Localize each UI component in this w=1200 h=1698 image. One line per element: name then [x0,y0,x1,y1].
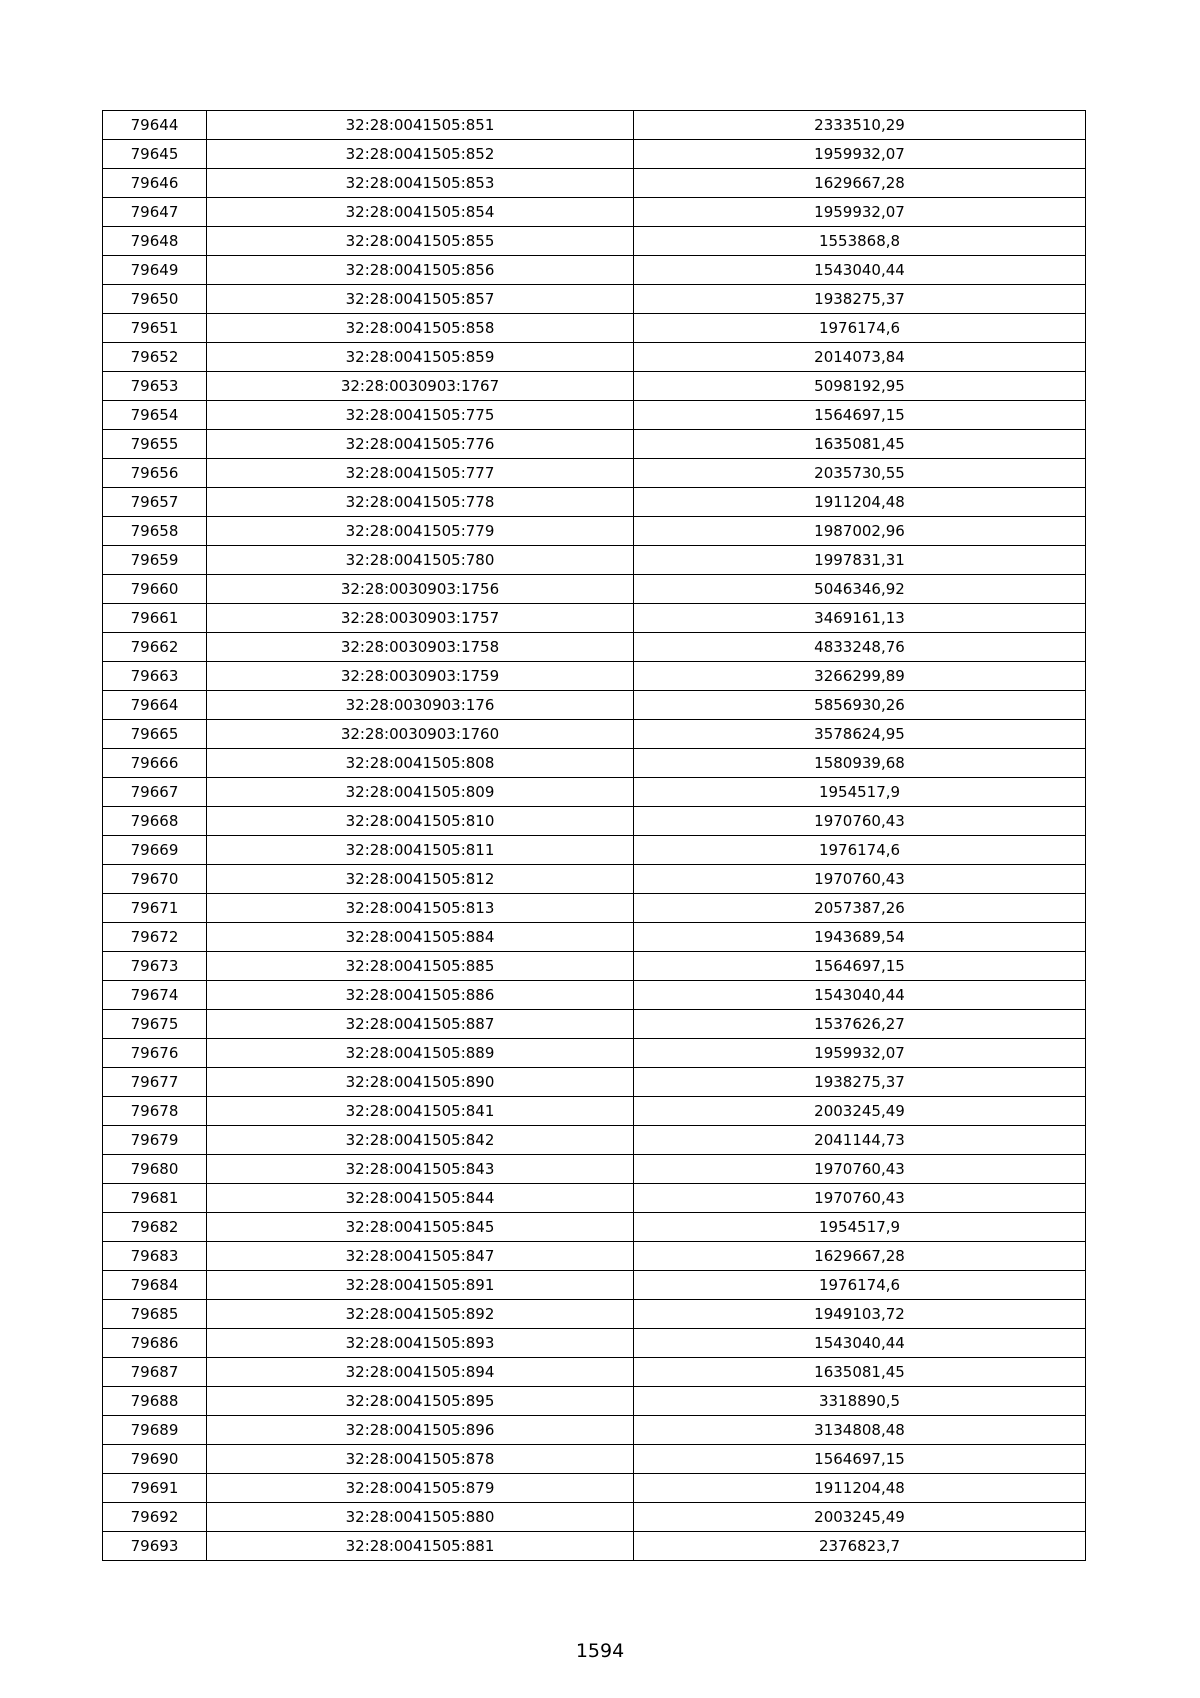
cadastral-number-cell: 32:28:0041505:779 [207,517,634,546]
value-cell: 1580939,68 [634,749,1086,778]
cadastral-number-cell: 32:28:0041505:857 [207,285,634,314]
value-cell: 1970760,43 [634,1155,1086,1184]
table-row [103,691,1086,720]
row-number-cell: 79662 [103,633,207,662]
value-cell: 1629667,28 [634,169,1086,198]
row-number-cell: 79680 [103,1155,207,1184]
row-number-cell: 79648 [103,227,207,256]
row-number-cell: 79645 [103,140,207,169]
cadastral-number-cell: 32:28:0041505:855 [207,227,634,256]
table-row [103,1503,1086,1532]
cadastral-number-cell: 32:28:0030903:1767 [207,372,634,401]
table-row [103,1184,1086,1213]
table-row [103,111,1086,140]
value-cell: 1959932,07 [634,140,1086,169]
cadastral-number-cell: 32:28:0041505:812 [207,865,634,894]
value-cell: 1911204,48 [634,488,1086,517]
row-number-cell: 79663 [103,662,207,691]
table-row [103,1474,1086,1503]
value-cell: 1543040,44 [634,981,1086,1010]
data-table [102,110,1086,1561]
cadastral-number-cell: 32:28:0041505:845 [207,1213,634,1242]
cadastral-number-cell: 32:28:0041505:890 [207,1068,634,1097]
table-row [103,546,1086,575]
cadastral-number-cell: 32:28:0041505:854 [207,198,634,227]
table-row [103,1010,1086,1039]
table-row [103,1039,1086,1068]
table-row [103,836,1086,865]
value-cell: 5098192,95 [634,372,1086,401]
cadastral-number-cell: 32:28:0041505:895 [207,1387,634,1416]
value-cell: 3134808,48 [634,1416,1086,1445]
cadastral-number-cell: 32:28:0041505:858 [207,314,634,343]
value-cell: 1997831,31 [634,546,1086,575]
cadastral-number-cell: 32:28:0041505:811 [207,836,634,865]
value-cell: 1987002,96 [634,517,1086,546]
row-number-cell: 79659 [103,546,207,575]
value-cell: 1970760,43 [634,1184,1086,1213]
value-cell: 1976174,6 [634,836,1086,865]
cadastral-number-cell: 32:28:0041505:809 [207,778,634,807]
row-number-cell: 79653 [103,372,207,401]
value-cell: 1938275,37 [634,285,1086,314]
row-number-cell: 79660 [103,575,207,604]
table-row [103,343,1086,372]
row-number-cell: 79649 [103,256,207,285]
cadastral-number-cell: 32:28:0030903:1757 [207,604,634,633]
row-number-cell: 79657 [103,488,207,517]
row-number-cell: 79689 [103,1416,207,1445]
row-number-cell: 79683 [103,1242,207,1271]
row-number-cell: 79665 [103,720,207,749]
value-cell: 1564697,15 [634,401,1086,430]
value-cell: 1976174,6 [634,1271,1086,1300]
row-number-cell: 79692 [103,1503,207,1532]
row-number-cell: 79688 [103,1387,207,1416]
row-number-cell: 79672 [103,923,207,952]
row-number-cell: 79644 [103,111,207,140]
table-row [103,633,1086,662]
value-cell: 3318890,5 [634,1387,1086,1416]
value-cell: 1629667,28 [634,1242,1086,1271]
table-row [103,459,1086,488]
table-row [103,981,1086,1010]
table-row [103,662,1086,691]
table-row [103,1126,1086,1155]
table-row [103,198,1086,227]
value-cell: 1954517,9 [634,778,1086,807]
table-row [103,1300,1086,1329]
value-cell: 2057387,26 [634,894,1086,923]
cadastral-number-cell: 32:28:0041505:859 [207,343,634,372]
table-row [103,1242,1086,1271]
cadastral-number-cell: 32:28:0041505:776 [207,430,634,459]
value-cell: 1635081,45 [634,1358,1086,1387]
row-number-cell: 79686 [103,1329,207,1358]
row-number-cell: 79656 [103,459,207,488]
table-row [103,1097,1086,1126]
row-number-cell: 79667 [103,778,207,807]
cadastral-number-cell: 32:28:0041505:894 [207,1358,634,1387]
table-body [103,111,1086,1561]
table-row [103,1416,1086,1445]
value-cell: 3469161,13 [634,604,1086,633]
table-row [103,285,1086,314]
value-cell: 1938275,37 [634,1068,1086,1097]
value-cell: 1970760,43 [634,807,1086,836]
row-number-cell: 79693 [103,1532,207,1561]
value-cell: 1970760,43 [634,865,1086,894]
cadastral-number-cell: 32:28:0041505:813 [207,894,634,923]
page-number: 1594 [575,1640,625,1662]
table-row [103,749,1086,778]
value-cell: 1959932,07 [634,198,1086,227]
value-cell: 3578624,95 [634,720,1086,749]
cadastral-number-cell: 32:28:0041505:893 [207,1329,634,1358]
table-row [103,865,1086,894]
value-cell: 5046346,92 [634,575,1086,604]
row-number-cell: 79650 [103,285,207,314]
value-cell: 1949103,72 [634,1300,1086,1329]
row-number-cell: 79661 [103,604,207,633]
cadastral-number-cell: 32:28:0041505:808 [207,749,634,778]
table-row [103,720,1086,749]
cadastral-number-cell: 32:28:0041505:885 [207,952,634,981]
value-cell: 2035730,55 [634,459,1086,488]
value-cell: 2014073,84 [634,343,1086,372]
cadastral-number-cell: 32:28:0030903:1758 [207,633,634,662]
table-row [103,140,1086,169]
row-number-cell: 79652 [103,343,207,372]
table-row [103,1155,1086,1184]
cadastral-number-cell: 32:28:0041505:878 [207,1445,634,1474]
value-cell: 2041144,73 [634,1126,1086,1155]
table-row [103,1271,1086,1300]
table-row [103,1387,1086,1416]
cadastral-number-cell: 32:28:0041505:842 [207,1126,634,1155]
row-number-cell: 79646 [103,169,207,198]
value-cell: 2003245,49 [634,1097,1086,1126]
row-number-cell: 79676 [103,1039,207,1068]
row-number-cell: 79675 [103,1010,207,1039]
row-number-cell: 79669 [103,836,207,865]
row-number-cell: 79673 [103,952,207,981]
cadastral-number-cell: 32:28:0041505:891 [207,1271,634,1300]
row-number-cell: 79647 [103,198,207,227]
row-number-cell: 79685 [103,1300,207,1329]
table-row [103,807,1086,836]
row-number-cell: 79670 [103,865,207,894]
cadastral-number-cell: 32:28:0041505:887 [207,1010,634,1039]
value-cell: 1911204,48 [634,1474,1086,1503]
table-row [103,894,1086,923]
row-number-cell: 79682 [103,1213,207,1242]
value-cell: 1564697,15 [634,952,1086,981]
value-cell: 1635081,45 [634,430,1086,459]
cadastral-number-cell: 32:28:0030903:1760 [207,720,634,749]
table-row [103,488,1086,517]
cadastral-number-cell: 32:28:0041505:778 [207,488,634,517]
row-number-cell: 79654 [103,401,207,430]
table-row [103,1213,1086,1242]
value-cell: 1543040,44 [634,1329,1086,1358]
value-cell: 1959932,07 [634,1039,1086,1068]
row-number-cell: 79674 [103,981,207,1010]
row-number-cell: 79684 [103,1271,207,1300]
table-row [103,575,1086,604]
value-cell: 1976174,6 [634,314,1086,343]
cadastral-number-cell: 32:28:0041505:881 [207,1532,634,1561]
table-row [103,1358,1086,1387]
value-cell: 3266299,89 [634,662,1086,691]
row-number-cell: 79678 [103,1097,207,1126]
table-row [103,952,1086,981]
cadastral-number-cell: 32:28:0041505:851 [207,111,634,140]
cadastral-number-cell: 32:28:0030903:1756 [207,575,634,604]
cadastral-number-cell: 32:28:0041505:775 [207,401,634,430]
cadastral-number-cell: 32:28:0041505:852 [207,140,634,169]
row-number-cell: 79690 [103,1445,207,1474]
row-number-cell: 79668 [103,807,207,836]
table-row [103,401,1086,430]
cadastral-number-cell: 32:28:0041505:889 [207,1039,634,1068]
table-row [103,604,1086,633]
table-row [103,1329,1086,1358]
cadastral-number-cell: 32:28:0041505:810 [207,807,634,836]
row-number-cell: 79664 [103,691,207,720]
value-cell: 4833248,76 [634,633,1086,662]
cadastral-number-cell: 32:28:0030903:176 [207,691,634,720]
table-row [103,256,1086,285]
cadastral-number-cell: 32:28:0041505:896 [207,1416,634,1445]
table-row [103,1068,1086,1097]
table-row [103,430,1086,459]
row-number-cell: 79691 [103,1474,207,1503]
value-cell: 2376823,7 [634,1532,1086,1561]
value-cell: 1537626,27 [634,1010,1086,1039]
table-row [103,923,1086,952]
cadastral-number-cell: 32:28:0041505:884 [207,923,634,952]
table-row [103,1445,1086,1474]
cadastral-number-cell: 32:28:0041505:880 [207,1503,634,1532]
cadastral-number-cell: 32:28:0041505:853 [207,169,634,198]
cadastral-number-cell: 32:28:0041505:841 [207,1097,634,1126]
cadastral-number-cell: 32:28:0041505:879 [207,1474,634,1503]
row-number-cell: 79677 [103,1068,207,1097]
cadastral-number-cell: 32:28:0041505:843 [207,1155,634,1184]
table-row [103,372,1086,401]
cadastral-number-cell: 32:28:0041505:844 [207,1184,634,1213]
table-row [103,169,1086,198]
cadastral-number-cell: 32:28:0041505:856 [207,256,634,285]
value-cell: 1553868,8 [634,227,1086,256]
row-number-cell: 79666 [103,749,207,778]
value-cell: 5856930,26 [634,691,1086,720]
table-row [103,517,1086,546]
value-cell: 1954517,9 [634,1213,1086,1242]
cadastral-number-cell: 32:28:0041505:777 [207,459,634,488]
cadastral-number-cell: 32:28:0041505:847 [207,1242,634,1271]
row-number-cell: 79658 [103,517,207,546]
table-row [103,227,1086,256]
table-row [103,1532,1086,1561]
cadastral-number-cell: 32:28:0041505:886 [207,981,634,1010]
cadastral-number-cell: 32:28:0030903:1759 [207,662,634,691]
cadastral-number-cell: 32:28:0041505:780 [207,546,634,575]
value-cell: 2333510,29 [634,111,1086,140]
row-number-cell: 79681 [103,1184,207,1213]
cadastral-number-cell: 32:28:0041505:892 [207,1300,634,1329]
row-number-cell: 79687 [103,1358,207,1387]
row-number-cell: 79671 [103,894,207,923]
value-cell: 1943689,54 [634,923,1086,952]
table-row [103,778,1086,807]
row-number-cell: 79679 [103,1126,207,1155]
row-number-cell: 79651 [103,314,207,343]
table-row [103,314,1086,343]
value-cell: 1543040,44 [634,256,1086,285]
row-number-cell: 79655 [103,430,207,459]
value-cell: 2003245,49 [634,1503,1086,1532]
value-cell: 1564697,15 [634,1445,1086,1474]
